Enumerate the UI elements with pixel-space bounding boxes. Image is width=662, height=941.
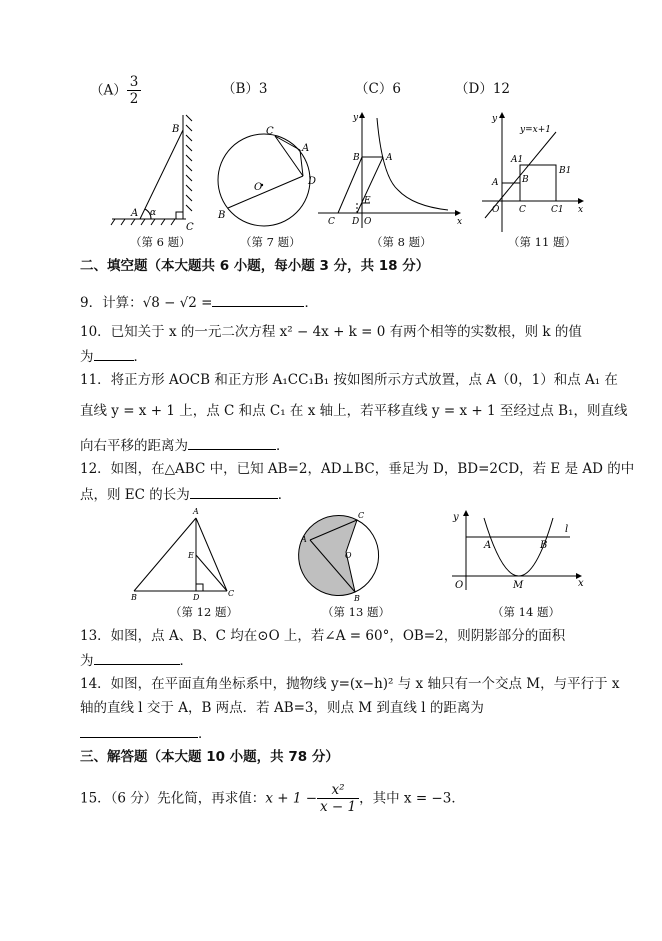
q15-frac-den: x − 1 (320, 799, 357, 815)
figure-6 (111, 115, 194, 233)
f12-label-c: C (228, 589, 235, 598)
q15-fraction (317, 782, 359, 815)
f8-label-c: C (328, 217, 335, 227)
f6-label-c: C (186, 222, 194, 233)
q15-frac-num: x² (317, 782, 359, 799)
q13-line-2 (80, 650, 193, 670)
q12-line-2-start: 点，则 EC 的长为 (80, 487, 190, 503)
figure-11 (482, 112, 584, 232)
q10-line-1: 10．已知关于 x 的一元二次方程 x² − 4x + k = 0 有两个相等的实数根，则 k 的值 (80, 324, 582, 340)
q9-end: ． (304, 295, 318, 311)
f6-label-alpha: α (150, 208, 157, 218)
q11-line-3 (80, 435, 290, 455)
f11-label-a1: A1 (511, 155, 524, 165)
q13-line-1: 13．如图，点 A、B、C 均在⊙O 上，若∠A = 60°，OB=2，则阴影部分的面积 (80, 628, 566, 644)
caption-fig-13: （第 13 题） (322, 605, 390, 619)
q12-line-1: 12．如图，在△ABC 中，已知 AB=2，AD⊥BC，垂足为 D，BD=2CD，若 E 是 AD 的中 (80, 461, 635, 477)
f8-label-x: x (457, 217, 463, 227)
f13-label-c: C (358, 511, 365, 520)
caption-fig-14: （第 14 题） (492, 605, 560, 619)
caption-fig-8: （第 8 题） (371, 235, 432, 249)
f6-label-a: A (131, 208, 139, 219)
q14-line-3-end: ． (198, 726, 212, 742)
f6-label-b: B (172, 124, 180, 135)
f7-label-a: A (302, 143, 310, 154)
f7-label-o: O (254, 182, 263, 193)
figures-row-1 (0, 0, 662, 260)
f7-label-c: C (266, 126, 274, 137)
q15-expr-pre: x + 1 − (265, 790, 318, 807)
f11-label-c1: C1 (551, 205, 564, 215)
f14-label-y: y (453, 512, 459, 523)
q13-line-2-start: 为 (80, 653, 94, 669)
f13-label-b: B (354, 594, 360, 603)
q10-line-2-start: 为 (80, 349, 94, 365)
q9-expr: √8 − √2 = (142, 295, 213, 311)
caption-fig-11: （第 11 题） (508, 235, 576, 249)
f14-label-b: B (540, 540, 548, 551)
f14-label-o: O (455, 580, 464, 591)
q14-line-3 (80, 723, 212, 743)
q9-answer-blank[interactable] (212, 292, 304, 307)
q10-answer-blank[interactable] (94, 346, 134, 361)
f8-label-e: E (364, 196, 371, 206)
f12-label-b: B (131, 593, 137, 602)
q10-line-2-end: ． (133, 349, 147, 365)
choice-c: （C）6 (355, 81, 401, 97)
f8-label-b: B (353, 153, 360, 163)
f13-label-o: O (345, 551, 352, 560)
choice-a-den: 2 (129, 91, 139, 107)
q12-answer-blank[interactable] (190, 484, 278, 499)
f8-label-o: O (364, 217, 372, 227)
figure-13 (299, 511, 379, 603)
section-2-title: 二、填空题（本大题共 6 小题，每小题 3 分，共 18 分） (80, 258, 430, 274)
choice-d: （D）12 (455, 81, 511, 97)
f11-label-a: A (492, 178, 499, 188)
q14-answer-blank[interactable] (80, 723, 198, 738)
f11-label-y: y (492, 114, 498, 124)
caption-fig-12: （第 12 题） (170, 605, 238, 619)
f8-label-a: A (386, 153, 393, 163)
q14-line-1: 14．如图，在平面直角坐标系中，抛物线 y=(x−h)² 与 x 轴只有一个交点 M，与平行于 x (80, 676, 620, 692)
f13-label-a: A (301, 535, 307, 544)
q11-line-2: 直线 y = x + 1 上，点 C 和点 C₁ 在 x 轴上，若平移直线 y = x + 1 至经过点 B₁，则直线 (80, 403, 628, 419)
f11-label-x: x (578, 205, 584, 215)
figure-8 (318, 112, 462, 228)
f14-label-x: x (578, 578, 584, 589)
q15-start: 15．（6 分）先化简，再求值： (80, 790, 266, 807)
choice-b: （B）3 (222, 81, 268, 97)
figure-7 (217, 126, 316, 226)
q13-answer-blank[interactable] (94, 650, 180, 665)
f11-label-line: y=x+1 (520, 125, 551, 135)
q15-end: ，其中 x = −3． (359, 790, 465, 807)
q11-line-3-start: 向右平移的距离为 (80, 438, 188, 454)
f12-label-e: E (188, 551, 194, 560)
q11-answer-blank[interactable] (188, 435, 276, 450)
q12-line-2-end: ． (277, 487, 292, 503)
q9-label: 9．计算： (80, 295, 143, 311)
f7-label-b: B (218, 210, 226, 221)
caption-fig-7: （第 7 题） (240, 235, 301, 249)
f14-label-l: l (565, 524, 569, 535)
q11-line-1: 11．将正方形 AOCB 和正方形 A₁CC₁B₁ 按如图所示方式放置，点 A（0，1）和点 A₁ 在 (80, 372, 618, 388)
f14-label-a: A (484, 540, 492, 551)
choice-a-num: 3 (127, 74, 142, 91)
choice-a-label: （A） (90, 82, 127, 99)
f12-label-a: A (193, 507, 199, 516)
q13-line-2-end: ． (179, 653, 193, 669)
figures-row-2 (0, 500, 662, 610)
section-3-title: 三、解答题（本大题 10 小题，共 78 分） (80, 749, 339, 765)
caption-fig-6: （第 6 题） (130, 235, 191, 249)
figure-14 (452, 510, 584, 591)
f11-label-b: B (522, 175, 529, 185)
q10-line-2 (80, 346, 147, 366)
figure-12 (130, 507, 234, 602)
f8-label-d: D (352, 217, 360, 227)
f14-label-m: M (513, 580, 524, 591)
f7-label-d: D (308, 176, 317, 187)
f8-label-y: y (353, 113, 359, 123)
q14-line-2: 轴的直线 l 交于 A，B 两点．若 AB=3，则点 M 到直线 l 的距离为 (80, 700, 484, 716)
f11-label-b1: B1 (559, 166, 572, 176)
f11-label-o: O (492, 205, 500, 215)
question-15 (80, 782, 465, 815)
f11-label-c: C (519, 205, 526, 215)
q11-line-3-end: ． (276, 438, 290, 454)
f12-label-d: D (193, 593, 200, 602)
question-9 (80, 292, 318, 312)
